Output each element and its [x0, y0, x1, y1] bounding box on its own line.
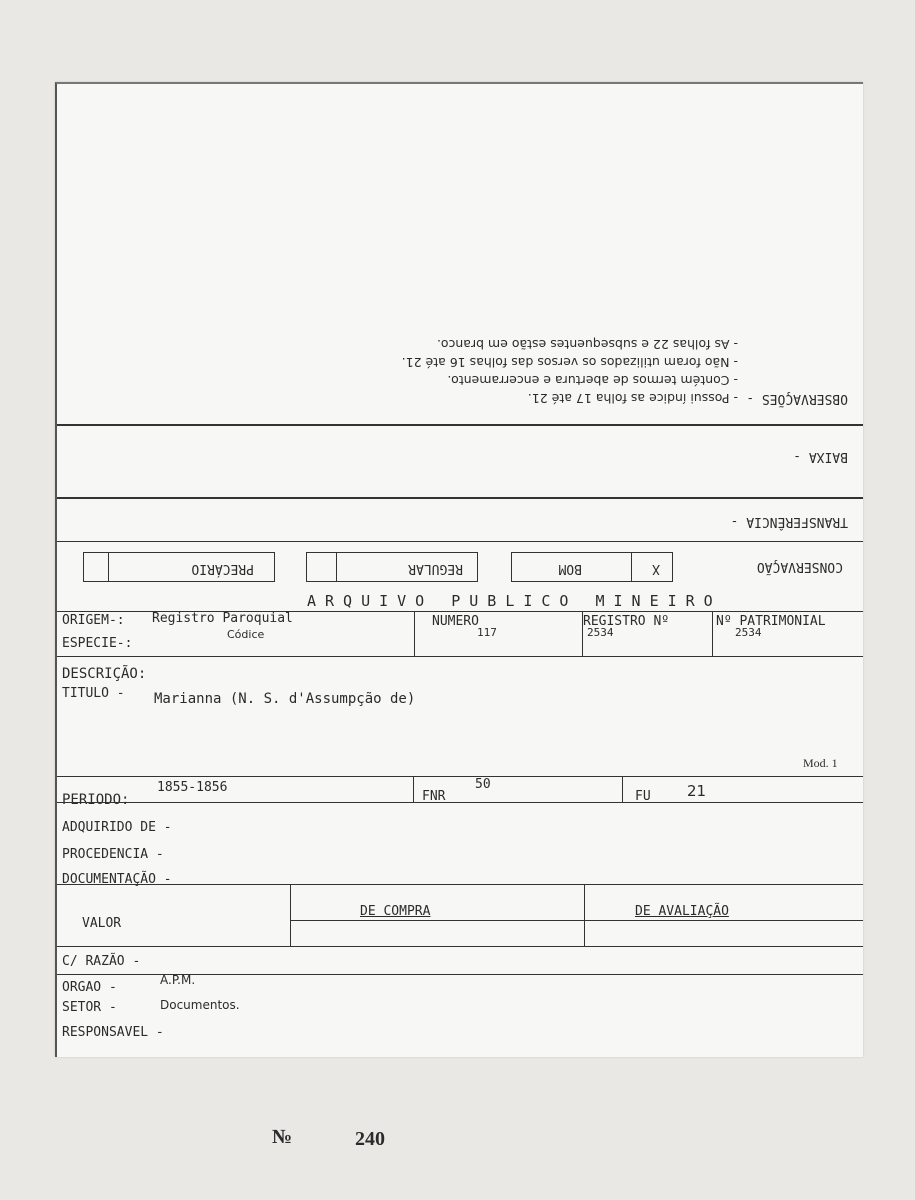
observacoes-label: OBSERVAÇÕES -	[746, 391, 848, 406]
numero-value: 117	[477, 626, 497, 639]
model-label: Mod. 1	[803, 756, 838, 770]
origem-label: ORIGEM-:	[62, 613, 125, 628]
baixa-label: BAIXA -	[793, 449, 848, 464]
observacao-line-4: - As folhas 22 e subsequentes estão em branco.	[437, 337, 738, 352]
fu-label: FU	[635, 789, 651, 804]
observacao-line-1: - Possui índice as folha 17 até 21.	[527, 391, 738, 406]
orgao-label: ORGAO -	[62, 980, 117, 995]
especie-label: ESPECIE-:	[62, 636, 133, 651]
patrimonial-value: 2534	[735, 626, 762, 639]
patrimonial-label: Nº PATRIMONIAL	[716, 614, 826, 629]
especie-value: Códice	[227, 628, 265, 641]
titulo-label: TITULO -	[62, 686, 125, 701]
transferencia-label: TRANSFERÊNCIA -	[730, 514, 848, 529]
regular-label: REGULAR	[408, 561, 463, 576]
descricao-label: DESCRIÇÃO:	[62, 666, 147, 682]
archive-title: ARQUIVO PUBLICO MINEIRO	[307, 592, 722, 610]
documentacao-label: DOCUMENTAÇÃO -	[62, 872, 172, 887]
orgao-value: A.P.M.	[160, 973, 196, 987]
upside-down-section	[57, 84, 863, 584]
de-avaliacao-label: DE AVALIAÇÃO	[635, 904, 729, 919]
adquirido-label: ADQUIRIDO DE -	[62, 820, 172, 835]
regular-box	[306, 552, 478, 582]
setor-value: Documentos.	[160, 998, 240, 1012]
bom-mark: X	[652, 561, 660, 576]
conservacao-label: CONSERVAÇÃO	[756, 559, 843, 574]
fnr-value: 50	[475, 777, 491, 792]
precario-label: PRECÁRIO	[191, 561, 254, 576]
valor-label: VALOR	[82, 916, 122, 931]
de-compra-label: DE COMPRA	[360, 904, 431, 919]
numero-label: NUMERO	[432, 614, 479, 629]
periodo-value: 1855-1856	[157, 780, 228, 795]
fnr-label: FNR	[422, 789, 446, 804]
procedencia-label: PROCEDENCIA -	[62, 847, 164, 862]
responsavel-label: RESPONSAVEL -	[62, 1025, 164, 1040]
registro-value: 2534	[587, 626, 614, 639]
razao-label: C/ RAZÃO -	[62, 954, 141, 969]
observacao-line-3: - Não foram utilizados os versos das folhas 16 até 21.	[401, 355, 738, 370]
document-number: 240	[355, 1128, 385, 1150]
periodo-label: PERIODO:	[62, 792, 130, 808]
setor-label: SETOR -	[62, 1000, 117, 1015]
number-sign: №	[272, 1126, 293, 1148]
catalog-card	[55, 82, 863, 1057]
origem-value: Registro Paroquial	[152, 611, 293, 626]
registro-label: REGISTRO Nº	[583, 614, 670, 629]
bom-label: BOM	[558, 561, 582, 576]
bom-box	[511, 552, 673, 582]
titulo-value: Marianna (N. S. d'Assumpção de)	[154, 691, 416, 707]
observacao-line-2: - Contém termos de abertura e encerramento.	[447, 373, 738, 388]
fu-value: 21	[687, 782, 707, 800]
precario-box	[83, 552, 275, 582]
